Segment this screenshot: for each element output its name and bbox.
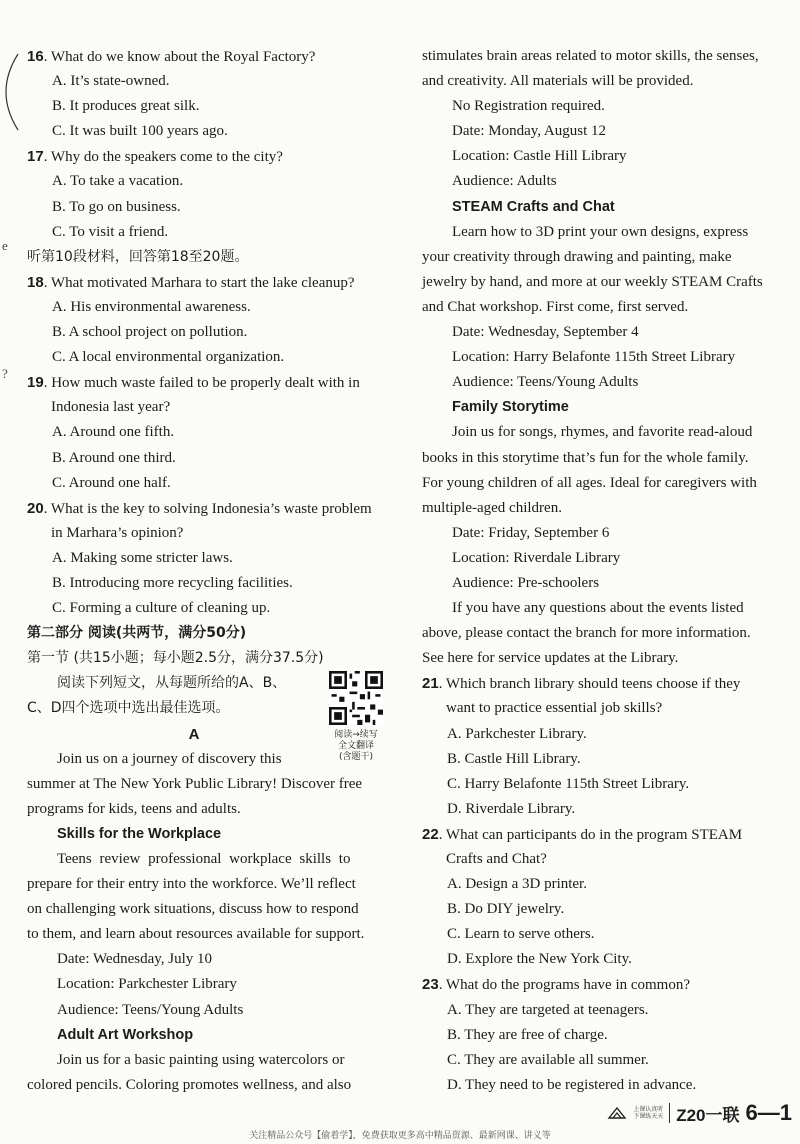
qr-code-block[interactable] xyxy=(325,671,387,763)
text-line: programs for kids, teens and adults. xyxy=(27,800,241,817)
program-skills-workplace xyxy=(27,822,401,1023)
option-b[interactable]: B. They are free of charge. xyxy=(447,1026,608,1043)
exam-code: Z20一联 xyxy=(676,1105,740,1125)
option-b[interactable]: B. Around one third. xyxy=(52,449,176,466)
text-line: multiple-aged children. xyxy=(422,499,562,516)
program-date: Date: Friday, September 6 xyxy=(452,524,610,541)
question-stem-cont: Crafts and Chat? xyxy=(446,851,547,867)
option-b[interactable]: B. A school project on pollution. xyxy=(52,324,248,341)
closing-paragraph xyxy=(422,596,797,671)
text-line: books in this storytime that’s fun for the whole family. xyxy=(422,449,749,466)
text-line: summer at The New York Public Library! Discover free xyxy=(27,775,363,792)
qr-code-icon[interactable] xyxy=(329,671,383,725)
option-c[interactable]: C. It was built 100 years ago. xyxy=(52,123,228,140)
program-date: Date: Wednesday, September 4 xyxy=(452,324,639,341)
option-a[interactable]: A. Design a 3D printer. xyxy=(447,876,587,893)
text-line: jewelry by hand, and more at our weekly STEAM Crafts xyxy=(422,273,763,290)
option-c[interactable]: C. A local environmental organization. xyxy=(52,349,285,366)
question-stem: . What do we know about the Royal Factory? xyxy=(43,49,316,65)
program-steam-crafts xyxy=(422,195,797,396)
option-a[interactable]: A. To take a vacation. xyxy=(52,173,184,190)
question-number: 22 xyxy=(422,825,439,843)
question-21 xyxy=(422,671,797,822)
margin-mark-question: ? xyxy=(2,366,8,381)
program-family-storytime xyxy=(422,395,797,596)
question-stem: . Which branch library should teens choose if they xyxy=(438,676,741,693)
question-23 xyxy=(422,972,797,1097)
text-line: Join us on a journey of discovery this xyxy=(57,750,282,767)
text-line: Teens review professional workplace skills to xyxy=(57,851,351,867)
program-note: No Registration required. xyxy=(452,98,605,115)
question-stem-cont: want to practice essential job skills? xyxy=(446,700,663,717)
footer-note: 关注精品公众号【偷着学】，免费获取更多高中精品资源、最新网课、讲义等 xyxy=(249,1131,551,1141)
option-c[interactable]: C. To visit a friend. xyxy=(52,223,169,240)
section1-title: 第一节 (共15小题；每小题2.5分，满分37.5分) xyxy=(27,650,324,667)
text-line: prepare for their entry into the workforce. We’ll reflect xyxy=(27,876,356,893)
option-a[interactable]: A. Parkchester Library. xyxy=(447,725,587,742)
question-stem: . How much waste failed to be properly dealt with in xyxy=(43,375,360,392)
question-number: 18 xyxy=(27,273,44,291)
option-a[interactable]: A. Around one fifth. xyxy=(52,424,175,441)
question-18 xyxy=(27,270,401,370)
left-column xyxy=(27,44,401,1098)
program-audience: Audience: Teens/Young Adults xyxy=(57,1001,244,1018)
option-d[interactable]: D. Explore the New York City. xyxy=(447,951,632,968)
question-stem: . What can participants do in the program STEAM xyxy=(438,826,743,843)
program-title: STEAM Crafts and Chat xyxy=(452,198,615,215)
text-line: If you have any questions about the events listed xyxy=(452,600,744,617)
part2-title: 第二部分 阅读(共两节，满分50分) xyxy=(27,625,247,642)
question-number: 16 xyxy=(27,48,44,65)
option-d[interactable]: D. They need to be registered in advance. xyxy=(447,1076,697,1093)
question-stem-cont: Indonesia last year? xyxy=(51,399,171,416)
margin-binding-arc xyxy=(0,52,20,132)
page-identifier xyxy=(607,1098,792,1128)
program-title: Adult Art Workshop xyxy=(57,1026,194,1043)
option-a[interactable]: A. They are targeted at teenagers. xyxy=(447,1001,649,1018)
program-audience: Audience: Teens/Young Adults xyxy=(452,374,639,391)
text-line: Join us for songs, rhymes, and favorite read-aloud xyxy=(452,424,753,441)
publisher-logo-icon xyxy=(607,1105,627,1121)
program-location: Location: Riverdale Library xyxy=(452,549,621,566)
question-stem: . What is the key to solving Indonesia’s waste problem xyxy=(43,500,372,517)
passage-label: A xyxy=(188,725,200,743)
directions-line: 阅读下列短文，从每题所给的A、B、 xyxy=(57,675,287,692)
program-audience: Audience: Pre-schoolers xyxy=(452,574,600,591)
question-number: 20 xyxy=(27,499,44,517)
text-line: on challenging work situations, discuss how to respond xyxy=(27,901,359,918)
option-c[interactable]: C. Harry Belafonte 115th Street Library. xyxy=(447,775,690,792)
question-22 xyxy=(422,822,797,973)
logo-text-line: 上课认真听 xyxy=(633,1106,664,1113)
option-b[interactable]: B. It produces great silk. xyxy=(52,98,200,115)
question-stem-cont: in Marhara’s opinion? xyxy=(51,524,184,541)
question-16 xyxy=(27,44,401,144)
page-number: 6—1 xyxy=(745,1100,792,1125)
question-stem: . What do the programs have in common? xyxy=(438,977,691,994)
directions-line: C、D四个选项中选出最佳选项。 xyxy=(27,700,230,717)
option-c[interactable]: C. Around one half. xyxy=(52,474,171,491)
logo-text-line: 下课练天天 xyxy=(633,1113,664,1120)
program-location: Location: Castle Hill Library xyxy=(452,148,627,165)
question-number: 17 xyxy=(27,148,44,166)
option-b[interactable]: B. To go on business. xyxy=(52,198,181,215)
program-date: Date: Wednesday, July 10 xyxy=(57,951,213,968)
listening-instruction: 听第10段材料，回答第18至20题。 xyxy=(27,248,249,265)
text-line: Join us for a basic painting using watercolors or xyxy=(57,1051,345,1068)
text-line: colored pencils. Coloring promotes wellness, and also xyxy=(27,1076,352,1093)
text-line: your creativity through drawing and painting, make xyxy=(422,248,732,265)
qr-caption-line: 全文翻译 xyxy=(337,741,374,752)
option-d[interactable]: D. Riverdale Library. xyxy=(447,800,576,817)
question-stem: . Why do the speakers come to the city? xyxy=(43,149,283,166)
question-19 xyxy=(27,370,401,495)
question-17 xyxy=(27,144,401,244)
program-title: Skills for the Workplace xyxy=(57,825,222,842)
option-a[interactable]: A. His environmental awareness. xyxy=(52,298,251,315)
option-b[interactable]: B. Castle Hill Library. xyxy=(447,750,581,767)
option-c[interactable]: C. Learn to serve others. xyxy=(447,926,595,943)
question-20 xyxy=(27,496,401,621)
text-line: and creativity. All materials will be provided. xyxy=(422,73,694,90)
text-line: to them, and learn about resources available for support. xyxy=(27,926,365,943)
program-adult-art-cont xyxy=(422,44,797,195)
program-location: Location: Parkchester Library xyxy=(57,976,237,993)
program-date: Date: Monday, August 12 xyxy=(452,123,607,140)
option-c[interactable]: C. They are available all summer. xyxy=(447,1051,649,1068)
option-b[interactable]: B. Introducing more recycling facilities. xyxy=(52,574,293,591)
qr-caption-line: 阅读→续写 xyxy=(334,730,378,741)
question-number: 23 xyxy=(422,976,439,994)
option-a[interactable]: A. Making some stricter laws. xyxy=(52,549,233,566)
right-column xyxy=(422,44,797,1098)
margin-mark-e: e xyxy=(2,238,8,253)
option-b[interactable]: B. Do DIY jewelry. xyxy=(447,901,565,918)
text-line: stimulates brain areas related to motor skills, the senses, xyxy=(422,48,759,64)
question-number: 19 xyxy=(27,374,44,392)
program-adult-art xyxy=(27,1023,401,1098)
divider xyxy=(669,1103,670,1123)
option-c[interactable]: C. Forming a culture of cleaning up. xyxy=(52,600,271,617)
text-line: above, please contact the branch for more information. xyxy=(422,625,751,642)
text-line: For young children of all ages. Ideal for caregivers with xyxy=(422,474,757,491)
option-a[interactable]: A. It’s state-owned. xyxy=(52,73,170,90)
text-line: and Chat workshop. First come, first served. xyxy=(422,298,689,315)
program-location: Location: Harry Belafonte 115th Street Library xyxy=(452,349,736,366)
text-line: See here for service updates at the Library. xyxy=(422,650,679,667)
question-number: 21 xyxy=(422,675,439,693)
text-line: Learn how to 3D print your own designs, express xyxy=(452,223,749,240)
question-stem: . What motivated Marhara to start the lake cleanup? xyxy=(43,274,355,291)
qr-caption-line: (含题干) xyxy=(338,752,374,763)
program-title: Family Storytime xyxy=(452,399,569,416)
program-audience: Audience: Adults xyxy=(452,173,557,190)
